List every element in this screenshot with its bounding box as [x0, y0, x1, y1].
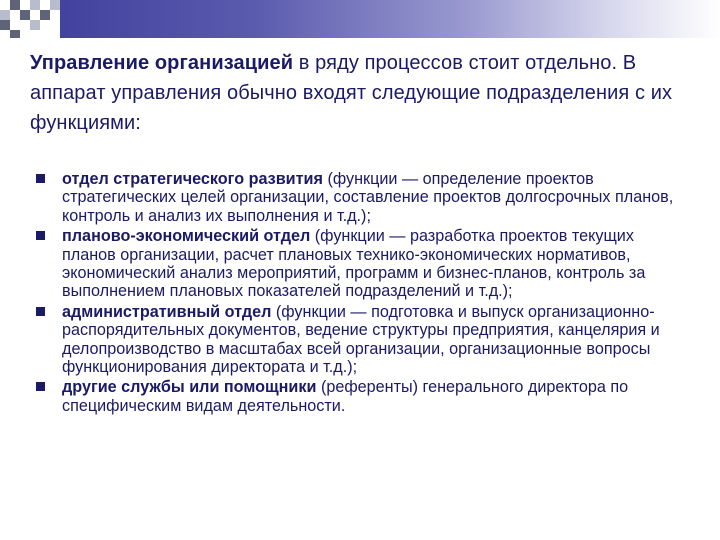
heading-text: в ряду процессов стоит отдельно. В аппарат управления обычно входят следующие подразделения с их функциями:: [30, 52, 673, 134]
square-bullet-icon: [36, 382, 45, 391]
heading-bold: Управление организацией: [30, 52, 294, 74]
item-term: отдел стратегического развития: [62, 170, 323, 188]
item-text: (функции — подготовка и выпуск организационно-распорядительных документов, ведение структуры предприятия, канцелярия и делопроизводство в масштабах всей организации, организационные вопросы функционирования директората и т.д.);: [62, 302, 660, 377]
item-term: административный отдел: [62, 302, 272, 321]
item-term: другие службы или помощники: [62, 378, 317, 397]
list-item: [36, 227, 688, 301]
square-bullet-icon: [36, 174, 45, 183]
item-text: (функции — разработка проектов текущих планов организации, расчет плановых технико-экономических нормативов, экономический анализ мероприятий, программ и бизнес-планов, контроль за выполнением плановых показателей подразделений и т.д.);: [62, 227, 646, 301]
square-bullet-icon: [36, 231, 45, 240]
department-list: [36, 170, 688, 417]
list-item: [36, 170, 688, 225]
square-bullet-icon: [36, 307, 45, 316]
list-item: [36, 303, 688, 377]
item-text: (функции — определение проектов стратегических целей организации, составление проектов долгосрочных планов, контроль и анализ их выполнения и т.д.);: [62, 170, 674, 225]
item-term: планово-экономический отдел: [62, 227, 311, 246]
list-item: [36, 378, 688, 415]
checker-pattern: [0, 0, 60, 38]
page-heading: [30, 48, 700, 138]
item-text: (референты) генерального директора по специфическим видам деятельности.: [62, 378, 629, 415]
header-gradient-bar: [0, 0, 720, 38]
